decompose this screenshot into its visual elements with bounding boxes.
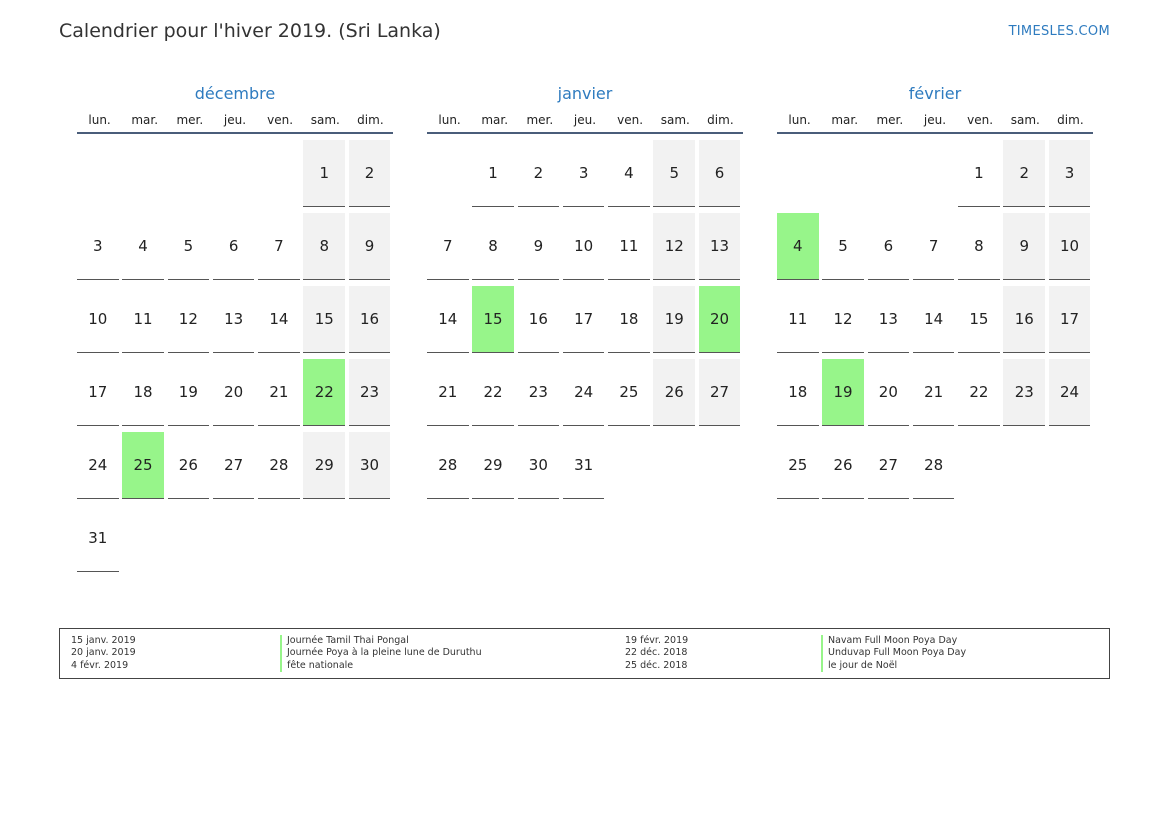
weekday-label: sam. (1010, 113, 1040, 127)
weekday-label: mar. (131, 113, 159, 127)
day-cell: 6 (699, 140, 741, 207)
legend-date: 20 janv. 2019 (71, 647, 136, 659)
day-cell: 22 (958, 359, 1000, 426)
day-cell: 31 (563, 432, 605, 499)
day-cell: 3 (1049, 140, 1091, 207)
weekday-label: dim. (357, 113, 384, 127)
day-cell: 23 (1003, 359, 1045, 426)
weekday-label: dim. (1057, 113, 1084, 127)
weekday-label: ven. (267, 113, 294, 127)
weekday-label: ven. (617, 113, 644, 127)
legend-names-right (821, 635, 966, 672)
day-cell: 17 (563, 286, 605, 353)
weekday-label: ven. (967, 113, 994, 127)
day-cell: 7 (913, 213, 955, 280)
day-grid (777, 140, 1093, 499)
weekday-label: mer. (876, 113, 904, 127)
brand-link[interactable]: TIMESLES.COM (1008, 24, 1110, 39)
legend-date: 19 févr. 2019 (625, 635, 689, 646)
weekday-label: dim. (707, 113, 734, 127)
day-cell: 18 (122, 359, 164, 426)
day-cell: 30 (349, 432, 391, 499)
weekday-label: mar. (831, 113, 859, 127)
weekday-label: mar. (481, 113, 509, 127)
legend-holiday-name: Journée Poya à la pleine lune de Duruthu (280, 647, 482, 659)
day-cell: 23 (349, 359, 391, 426)
weekday-label: mer. (526, 113, 554, 127)
day-grid (427, 140, 743, 499)
day-cell: 13 (868, 286, 910, 353)
day-cell: 12 (168, 286, 210, 353)
day-cell: 9 (1003, 213, 1045, 280)
holiday-day-cell: 20 (699, 286, 741, 353)
page-title: Calendrier pour l'hiver 2019. (Sri Lanka) (59, 20, 441, 42)
weekday-label: sam. (660, 113, 690, 127)
day-cell: 16 (349, 286, 391, 353)
day-cell: 8 (303, 213, 345, 280)
legend-date: 4 févr. 2019 (71, 659, 129, 671)
day-cell: 16 (1003, 286, 1045, 353)
weekday-label: jeu. (223, 113, 247, 127)
day-cell: 9 (518, 213, 560, 280)
holiday-day-cell: 19 (822, 359, 864, 426)
holiday-day-cell: 25 (122, 432, 164, 499)
weekday-label: lun. (788, 113, 811, 127)
day-cell: 24 (563, 359, 605, 426)
day-cell: 25 (608, 359, 650, 426)
day-cell: 6 (213, 213, 255, 280)
day-cell: 12 (822, 286, 864, 353)
day-cell: 18 (777, 359, 819, 426)
day-cell: 16 (518, 286, 560, 353)
day-cell: 21 (913, 359, 955, 426)
legend-names-left (280, 635, 482, 672)
legend-holiday-name: le jour de Noël (821, 660, 966, 672)
day-cell: 11 (122, 286, 164, 353)
day-cell: 21 (427, 359, 469, 426)
day-cell: 13 (213, 286, 255, 353)
day-cell: 24 (1049, 359, 1091, 426)
day-cell: 27 (699, 359, 741, 426)
month-name: février (908, 84, 962, 103)
day-cell: 31 (77, 505, 119, 572)
day-cell: 2 (349, 140, 391, 207)
day-cell: 29 (472, 432, 514, 499)
month-february (777, 80, 1093, 499)
day-cell: 11 (777, 286, 819, 353)
day-cell: 15 (303, 286, 345, 353)
day-cell: 5 (653, 140, 695, 207)
legend-holiday-name: fête nationale (280, 660, 482, 672)
day-cell: 13 (699, 213, 741, 280)
month-name: janvier (557, 84, 613, 103)
day-cell: 19 (168, 359, 210, 426)
day-cell: 7 (427, 213, 469, 280)
day-cell: 4 (122, 213, 164, 280)
weekday-label: mer. (176, 113, 204, 127)
day-cell: 30 (518, 432, 560, 499)
day-cell: 10 (563, 213, 605, 280)
day-cell: 24 (77, 432, 119, 499)
day-cell: 26 (168, 432, 210, 499)
weekday-label: jeu. (923, 113, 947, 127)
day-cell: 7 (258, 213, 300, 280)
legend-holiday-name: Journée Tamil Thai Pongal (280, 635, 482, 647)
day-cell: 10 (77, 286, 119, 353)
day-cell: 1 (472, 140, 514, 207)
day-cell: 10 (1049, 213, 1091, 280)
legend-dates-left (71, 635, 136, 672)
day-cell: 1 (303, 140, 345, 207)
month-january (427, 80, 743, 499)
weekday-header (777, 108, 1093, 134)
day-cell: 5 (168, 213, 210, 280)
day-cell: 26 (653, 359, 695, 426)
holiday-day-cell: 4 (777, 213, 819, 280)
day-cell: 20 (868, 359, 910, 426)
day-cell: 11 (608, 213, 650, 280)
day-cell: 17 (1049, 286, 1091, 353)
day-cell: 1 (958, 140, 1000, 207)
day-cell: 19 (653, 286, 695, 353)
day-cell: 25 (777, 432, 819, 499)
day-cell: 28 (913, 432, 955, 499)
day-cell: 2 (518, 140, 560, 207)
day-cell: 12 (653, 213, 695, 280)
weekday-header (427, 108, 743, 134)
day-cell: 4 (608, 140, 650, 207)
legend-holiday-name: Unduvap Full Moon Poya Day (821, 647, 966, 659)
holiday-day-cell: 15 (472, 286, 514, 353)
day-cell: 5 (822, 213, 864, 280)
day-cell: 17 (77, 359, 119, 426)
day-cell: 14 (427, 286, 469, 353)
day-cell: 3 (563, 140, 605, 207)
day-cell: 18 (608, 286, 650, 353)
holiday-legend (59, 628, 1110, 679)
day-grid (77, 140, 393, 572)
weekday-label: sam. (310, 113, 340, 127)
day-cell: 23 (518, 359, 560, 426)
day-cell: 20 (213, 359, 255, 426)
legend-date: 22 déc. 2018 (625, 647, 688, 659)
day-cell: 28 (258, 432, 300, 499)
day-cell: 9 (349, 213, 391, 280)
day-cell: 8 (472, 213, 514, 280)
weekday-header (77, 108, 393, 134)
day-cell: 28 (427, 432, 469, 499)
legend-date: 25 déc. 2018 (625, 659, 688, 671)
day-cell: 26 (822, 432, 864, 499)
month-name: décembre (194, 84, 276, 103)
month-december (77, 80, 393, 572)
day-cell: 15 (958, 286, 1000, 353)
day-cell: 29 (303, 432, 345, 499)
day-cell: 22 (472, 359, 514, 426)
day-cell: 21 (258, 359, 300, 426)
day-cell: 27 (213, 432, 255, 499)
day-cell: 27 (868, 432, 910, 499)
legend-holiday-name: Navam Full Moon Poya Day (821, 635, 966, 647)
weekday-label: lun. (438, 113, 461, 127)
day-cell: 8 (958, 213, 1000, 280)
day-cell: 14 (258, 286, 300, 353)
legend-dates-right (625, 635, 688, 672)
weekday-label: jeu. (573, 113, 597, 127)
day-cell: 3 (77, 213, 119, 280)
legend-date: 15 janv. 2019 (71, 635, 136, 646)
holiday-day-cell: 22 (303, 359, 345, 426)
day-cell: 2 (1003, 140, 1045, 207)
day-cell: 14 (913, 286, 955, 353)
day-cell: 6 (868, 213, 910, 280)
weekday-label: lun. (88, 113, 111, 127)
